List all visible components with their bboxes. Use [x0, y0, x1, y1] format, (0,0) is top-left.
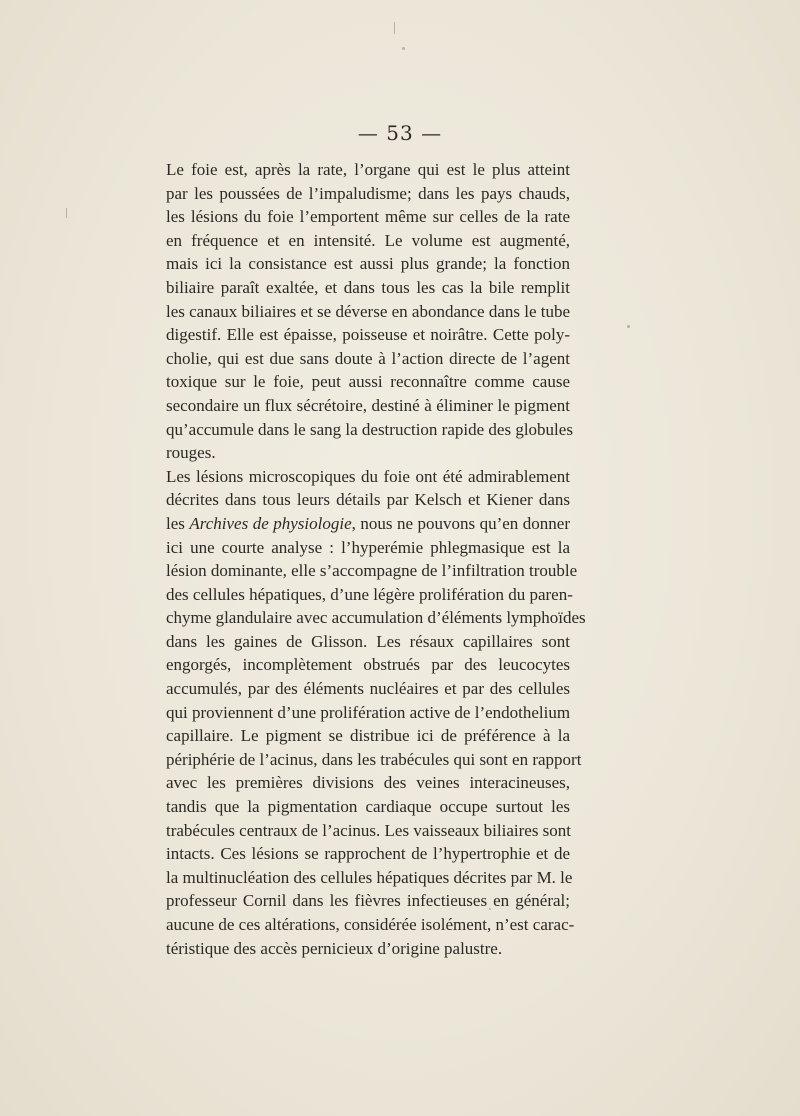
text-line: cholie, qui est due sans doute à l’action directe de l’agent: [166, 348, 570, 368]
text-line: secondaire un flux sécrétoire, destiné à éliminer le pigment: [166, 395, 570, 415]
text-line: périphérie de l’acinus, dans les trabécules qui sont en rapport: [166, 749, 582, 769]
text-line: décrites dans tous leurs détails par Kelsch et Kiener dans: [166, 490, 570, 510]
paper-speck: [402, 47, 405, 50]
paper-speck: [394, 22, 395, 34]
text-line: téristique des accès pernicieux d’origine palustre.: [166, 938, 503, 958]
text-line: avec les premières divisions des veines interacineuses,: [166, 773, 570, 793]
italic-title: Archives de physiologie: [189, 513, 352, 533]
text-line: des cellules hépatiques, d’une légère prolifération du paren-: [166, 584, 573, 604]
text-line: intacts. Ces lésions se rapprochent de l’hypertrophie et de: [166, 844, 570, 864]
paper-speck: [627, 325, 630, 328]
text-line: les lésions du foie l’emportent même sur celles de la rate: [166, 207, 570, 227]
page-number: — 53 —: [357, 121, 443, 145]
text-line: tandis que la pigmentation cardiaque occupe surtout les: [166, 797, 570, 817]
paragraph: [166, 465, 586, 960]
text-line: en fréquence et en intensité. Le volume est augmenté,: [166, 230, 570, 250]
text-line: professeur Cornil dans les fièvres infectieuses en général;: [166, 891, 570, 911]
body-text: [166, 158, 586, 960]
text-line: chyme glandulaire avec accumulation d’éléments lymphoïdes: [166, 608, 586, 628]
text-line: ici une courte analyse : l’hyperémie phlegmasique est la: [166, 537, 570, 557]
text-line: capillaire. Le pigment se distribue ici de préférence à la: [166, 726, 570, 746]
text-line: aucune de ces altérations, considérée isolément, n’est carac-: [166, 915, 575, 934]
text-line: trabécules centraux de l’acinus. Les vaisseaux biliaires sont: [166, 820, 572, 840]
text-line: par les poussées de l’impaludisme; dans les pays chauds,: [166, 183, 570, 203]
text-line: les canaux biliaires et se déverse en abondance dans le tube: [166, 301, 571, 321]
paragraph: [166, 158, 573, 465]
paper-speck: [66, 208, 67, 218]
text-line: qui proviennent d’une prolifération active de l’endothelium: [166, 702, 571, 722]
text-line: la multinucléation des cellules hépatiques décrites par M. le: [166, 867, 573, 887]
text-line: toxique sur le foie, peut aussi reconnaître comme cause: [166, 372, 570, 392]
text-line: accumulés, par des éléments nucléaires et par des cellules: [166, 679, 570, 699]
text-line: Le foie est, après la rate, l’organe qui est le plus atteint: [166, 160, 570, 179]
text-line: dans les gaines de Glisson. Les résaux capillaires sont: [166, 631, 570, 651]
text-line: Les lésions microscopiques du foie ont été admirablement: [166, 466, 570, 486]
text-line: engorgés, incomplètement obstrués par des leucocytes: [166, 655, 570, 675]
text-line: biliaire paraît exaltée, et dans tous les cas la bile remplit: [166, 277, 570, 297]
text-line: rouges.: [166, 443, 216, 463]
text-line: digestif. Elle est épaisse, poisseuse et noirâtre. Cette poly-: [166, 325, 570, 345]
text-line: lésion dominante, elle s’accompagne de l’infiltration trouble: [166, 561, 578, 581]
text-line: qu’accumule dans le sang la destruction rapide des globules: [166, 419, 573, 439]
text-line: les Archives de physiologie, nous ne pouvons qu’en donner: [166, 513, 570, 533]
text-line: mais ici la consistance est aussi plus grande; la fonction: [166, 254, 570, 274]
